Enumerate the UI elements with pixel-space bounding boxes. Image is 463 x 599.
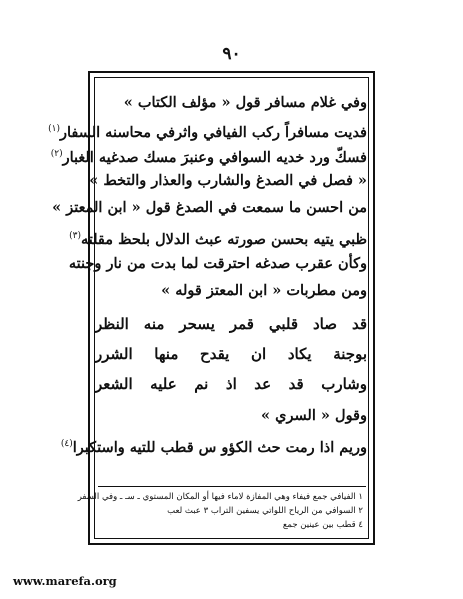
verse-line: بوجنة يكاد ان يقدح منها الشرر: [95, 345, 367, 363]
verse-line: وكأن عقرب صدغه احترقت لما بدت من نار وجنته: [68, 255, 367, 272]
website-url: www.marefa.org: [13, 574, 117, 588]
footnote-divider: [98, 486, 366, 487]
footnote: ٤ قطب بين عينين جمع: [282, 520, 363, 530]
body-line: من احسن ما سمعت في الصدغ قول « ابن المعتز »: [52, 199, 367, 216]
body-line: وقول « السري »: [261, 407, 367, 424]
verse-line: فسكّ ورد خديه السوافي وعنبرَ مسك صدغيه الغبار$^{(٢)}$: [50, 148, 367, 166]
verse-line: وشارب قد عد اذ نم عليه الشعر: [95, 375, 367, 393]
page-number: ٩٠: [222, 44, 241, 64]
body-line-intro: وفي غلام مسافر قول « مؤلف الكتاب »: [123, 94, 367, 111]
verse-line: ظبي يتيه بحسن صورته عبث الدلال بلحظ مقلته$^{(٣)}$: [69, 230, 367, 248]
verse-line: قد صاد قلبي قمر يسحر منه النظر: [95, 315, 367, 333]
verse-line: وريم اذا رمت حث الكؤو س قطب للتيه واستكبرا$^{(٤)}$: [60, 438, 367, 456]
footnote: ٢ السوافي من الرياح اللواتي يسفين التراب ٣ عبث لعب: [167, 506, 363, 516]
verse-line: فديت مسافراً ركب الفيافي واثرفي محاسنه السفار$^{(١)}$: [48, 123, 367, 141]
body-line: ومن مطربات « ابن المعتز قوله »: [161, 282, 367, 299]
section-heading: « فصل في الصدغ والشارب والعذار والتخط »: [89, 172, 367, 189]
footnote: ١ الفيافي جمع فيفاء وهي المفازة لاماء فيها أو المكان المستوي ـ سـ ـ وفي السفر: [77, 492, 363, 502]
